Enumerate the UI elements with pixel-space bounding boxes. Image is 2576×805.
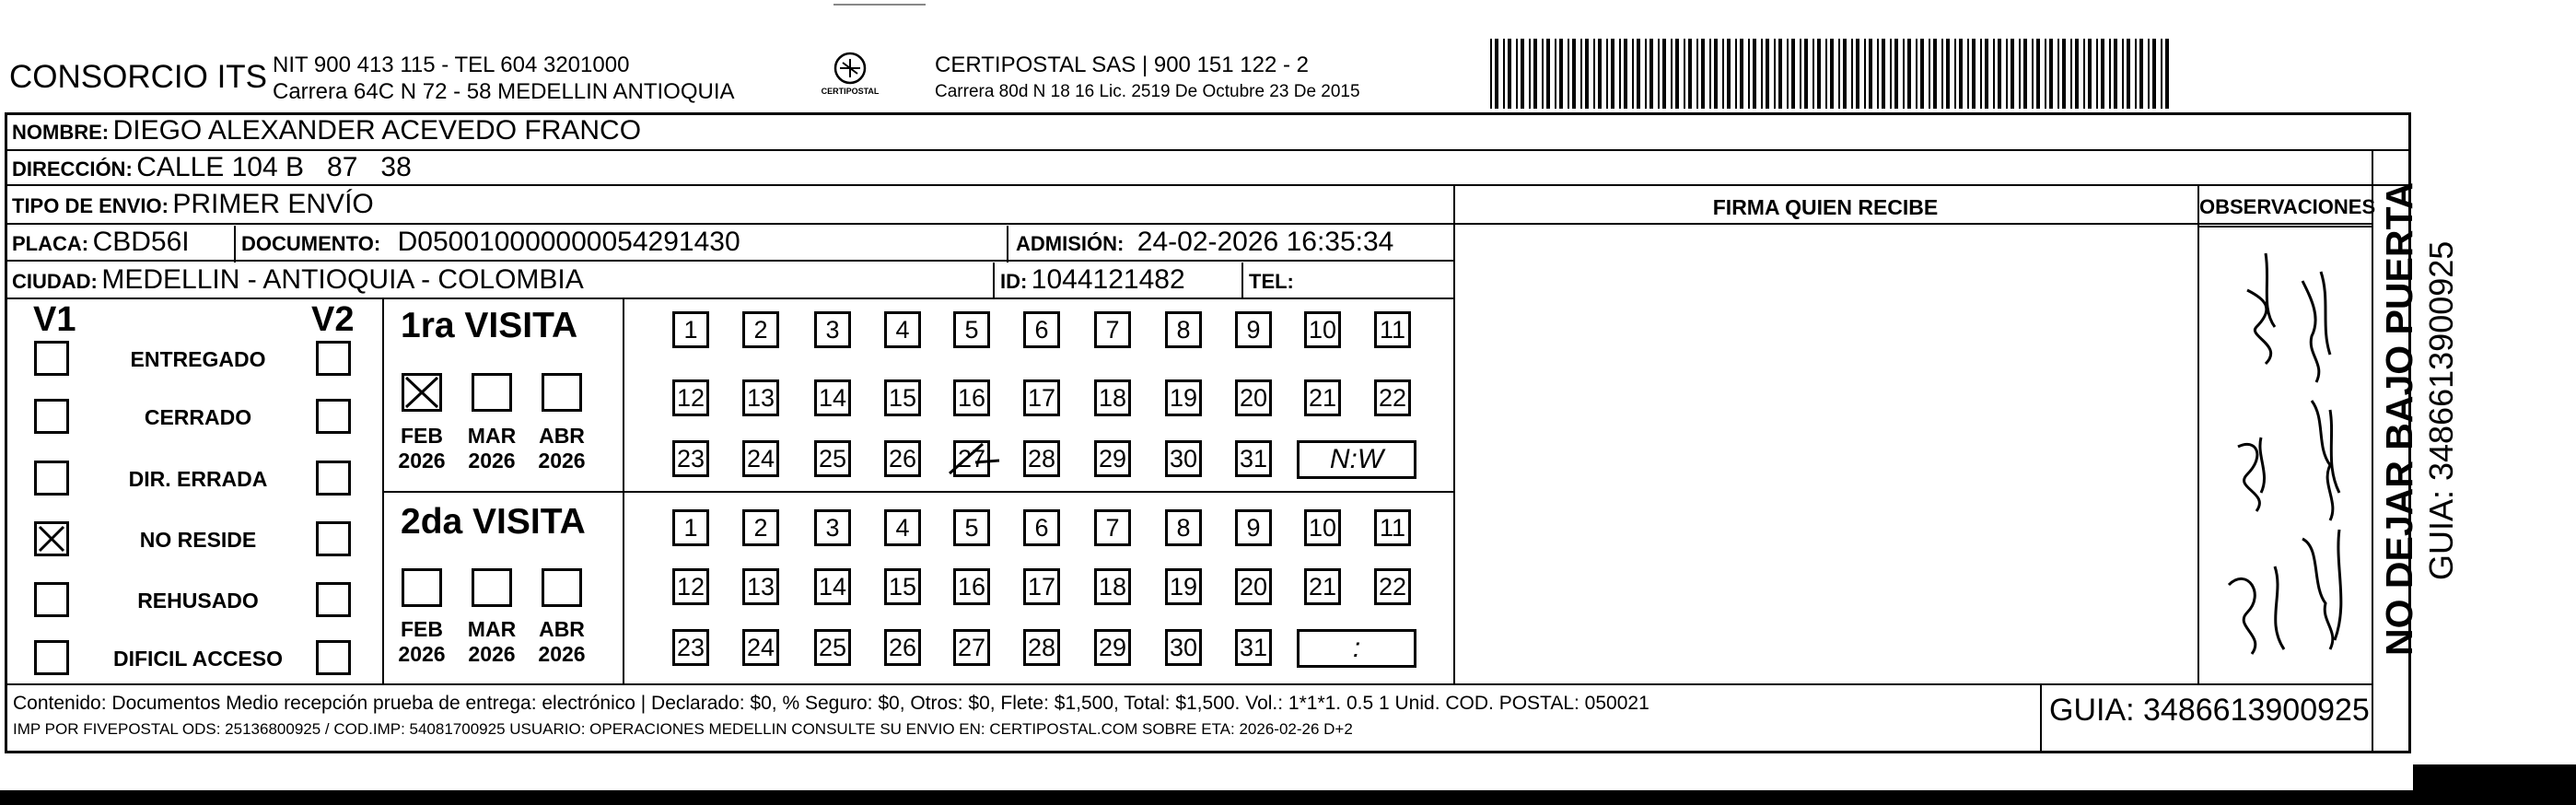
v1-checkbox[interactable] [34, 399, 69, 434]
day-box[interactable]: 24 [742, 629, 779, 666]
barcode-bar [1946, 39, 1950, 109]
handwritten-observation [2210, 235, 2367, 677]
side-divider [2372, 149, 2373, 752]
day-box[interactable]: 17 [1023, 379, 1060, 416]
month-name: ABR [539, 617, 585, 641]
status-label: DIR. ERRADA [128, 467, 268, 491]
column-divider [1453, 186, 1455, 683]
barcode-bar [1869, 39, 1872, 109]
barcode-bar [1559, 39, 1563, 109]
month-checkbox[interactable] [542, 568, 582, 607]
id-label: ID: [1000, 270, 1028, 293]
barcode-bar [1593, 39, 1595, 109]
barcode-bar [1598, 39, 1602, 109]
day-box[interactable]: 27 [953, 440, 990, 477]
barcode-bar [1645, 39, 1647, 109]
barcode-bar [1611, 39, 1614, 109]
month-checkbox[interactable] [402, 568, 442, 607]
day-box[interactable]: 3 [814, 509, 851, 546]
barcode-bar [2165, 39, 2169, 109]
day-box[interactable]: 13 [742, 379, 779, 416]
second-visit-title: 2da VISITA [401, 502, 586, 542]
barcode-bar [1894, 39, 1898, 109]
barcode-bar [1508, 39, 1511, 109]
day-box[interactable]: 11 [1374, 509, 1411, 546]
barcode-bar [1856, 39, 1859, 109]
firma-header: FIRMA QUIEN RECIBE [1712, 195, 1939, 219]
row-divider [2199, 226, 2372, 228]
barcode-bar [1490, 39, 1492, 109]
barcode-bar [2109, 39, 2111, 109]
first-visit-title: 1ra VISITA [401, 306, 578, 345]
day-box[interactable]: 15 [884, 568, 921, 605]
barcode-bar [2152, 39, 2156, 109]
row-divider [7, 223, 2372, 225]
barcode-bar [1727, 39, 1731, 109]
barcode-bar [1998, 39, 2001, 109]
certipostal-address: Carrera 80d N 18 16 Lic. 2519 De Octubre 23 De 2015 [935, 82, 1360, 101]
day-box[interactable]: 5 [953, 509, 990, 546]
direccion-value: CALLE 104 B 87 38 [136, 152, 412, 182]
admision-row [1016, 227, 1393, 258]
day-box[interactable]: 2 [742, 509, 779, 546]
day-box[interactable]: 1 [672, 509, 709, 546]
status-label: CERRADO [144, 405, 252, 429]
month-name: MAR [467, 617, 517, 641]
barcode-bar [1533, 39, 1537, 109]
documento-value: D050010000000054291430 [397, 227, 740, 257]
barcode-bar [1585, 39, 1589, 109]
barcode-bar [2019, 39, 2021, 109]
month-checkbox[interactable] [542, 373, 582, 412]
barcode-bar [2101, 39, 2104, 109]
month-name: ABR [539, 424, 585, 448]
status-label: NO RESIDE [139, 528, 257, 552]
company-info [273, 52, 735, 105]
barcode-bar [2032, 39, 2034, 109]
month-year: 2026 [538, 449, 586, 472]
field-divider [993, 262, 995, 299]
day-box[interactable]: 19 [1165, 379, 1202, 416]
barcode-bar [1920, 39, 1924, 109]
certipostal-info [935, 52, 1360, 105]
nombre-value: DIEGO ALEXANDER ACEVEDO FRANCO [112, 115, 642, 146]
day-box[interactable]: 18 [1094, 568, 1131, 605]
company-name: CONSORCIO ITS [9, 59, 268, 95]
day-box[interactable]: 16 [953, 379, 990, 416]
certipostal-line: CERTIPOSTAL SAS | 900 151 122 - 2 [935, 52, 1309, 77]
day-cross-mark [946, 440, 1001, 477]
barcode-bar [1516, 39, 1518, 109]
row-divider [7, 298, 1453, 299]
day-box[interactable]: 28 [1023, 440, 1060, 477]
barcode-bar [1916, 39, 1917, 109]
status-divider [382, 298, 384, 683]
barcode-bar [1830, 39, 1834, 109]
placa-label: PLACA: [12, 232, 89, 255]
row-divider [7, 149, 2408, 151]
day-box[interactable]: 3 [814, 311, 851, 348]
day-box[interactable]: 14 [814, 379, 851, 416]
v1-checkbox[interactable] [34, 582, 69, 617]
footer-content: Contenido: Documentos Medio recepción prueba de entrega: electrónico | Declarado: $0, % Seguro: $0, Otros: $0, Flete: $1,500, Total: $1,500. Vol.: 1*1*1. 0.5 1 Unid. COD. POSTAL: 050021 [13, 693, 1649, 714]
barcode-bar [1766, 39, 1769, 109]
barcode-bar [1825, 39, 1827, 109]
day-box[interactable]: 11 [1374, 311, 1411, 348]
day-box[interactable]: 12 [672, 379, 709, 416]
barcode-bar [2083, 39, 2085, 109]
status-label: DIFICIL ACCESO [112, 647, 283, 671]
column-divider [2197, 186, 2199, 683]
row-divider [7, 184, 2408, 186]
footer-imp: IMP POR FIVEPOSTAL ODS: 25136800925 / COD.IMP: 54081700925 USUARIO: OPERACIONES MEDELLIN CONSULTE SU ENVIO EN: CERTIPOSTAL.COM SOBRE ETA: 2026-02-26 D+2 [13, 720, 1353, 738]
barcode-bar [2114, 39, 2117, 109]
barcode-bar [1546, 39, 1550, 109]
footer-guia: GUIA: 3486613900925 [2049, 693, 2370, 728]
v1-checkbox[interactable] [34, 341, 69, 376]
documento-row [241, 227, 740, 258]
time-box[interactable]: : [1297, 629, 1416, 668]
barcode-bar [2057, 39, 2059, 109]
row-divider [7, 260, 1453, 262]
barcode-bar [2161, 39, 2162, 109]
day-box[interactable]: 9 [1235, 509, 1272, 546]
day-box[interactable]: 16 [953, 568, 990, 605]
barcode-bar [1800, 39, 1801, 109]
barcode-bar [1688, 39, 1692, 109]
day-box[interactable]: 10 [1304, 311, 1341, 348]
day-box[interactable]: 29 [1094, 629, 1131, 666]
barcode-bar [1529, 39, 1531, 109]
day-box[interactable]: 15 [884, 379, 921, 416]
barcode-bar [1980, 39, 1982, 109]
day-box[interactable]: 8 [1165, 311, 1202, 348]
barcode-bar [1658, 39, 1660, 109]
month-name: FEB [401, 424, 443, 448]
barcode-bar [1851, 39, 1853, 109]
barcode-bar [1709, 39, 1711, 109]
day-box[interactable]: 14 [814, 568, 851, 605]
barcode-bar [1864, 39, 1866, 109]
month-label [390, 424, 454, 473]
direccion-row [12, 152, 412, 183]
barcode-bar [1606, 39, 1608, 109]
corner-band [2413, 764, 2576, 792]
barcode-bar [1662, 39, 1666, 109]
barcode-bar [2023, 39, 2027, 109]
day-box[interactable]: 25 [814, 440, 851, 477]
barcode-bar [2045, 39, 2046, 109]
v2-checkbox[interactable] [316, 341, 351, 376]
day-box[interactable]: 22 [1374, 379, 1411, 416]
barcode-bar [1903, 39, 1905, 109]
barcode-bar [1761, 39, 1763, 109]
barcode-bar [1503, 39, 1505, 109]
month-label [460, 617, 524, 667]
month-name: MAR [467, 424, 517, 448]
day-box[interactable]: 19 [1165, 568, 1202, 605]
month-year: 2026 [468, 449, 516, 472]
barcode-bar [1521, 39, 1524, 109]
month-label [530, 617, 594, 667]
v1-header: V1 [33, 300, 76, 339]
barcode-bar [1993, 39, 1995, 109]
barcode-bar [1941, 39, 1943, 109]
status-label: ENTREGADO [130, 347, 266, 371]
day-box[interactable]: 29 [1094, 440, 1131, 477]
status-label: REHUSADO [137, 589, 259, 612]
barcode-bar [1972, 39, 1976, 109]
month-label [460, 424, 524, 473]
day-box[interactable]: 4 [884, 509, 921, 546]
address-line: Carrera 64C N 72 - 58 MEDELLIN ANTIOQUIA [273, 79, 735, 104]
tipo-row [12, 189, 374, 220]
barcode-bar [1722, 39, 1724, 109]
barcode-bar [1675, 39, 1679, 109]
barcode-bar [1813, 39, 1814, 109]
barcode-bar [1838, 39, 1840, 109]
barcode-bar [1877, 39, 1879, 109]
v2-header: V2 [311, 300, 355, 339]
day-box[interactable]: 23 [672, 629, 709, 666]
barcode-bar [2075, 39, 2079, 109]
month-checkbox[interactable] [472, 568, 512, 607]
day-box[interactable]: 28 [1023, 629, 1060, 666]
barcode-bar [2122, 39, 2124, 109]
day-box[interactable]: 17 [1023, 568, 1060, 605]
v2-checkbox[interactable] [316, 399, 351, 434]
nit-line: NIT 900 413 115 - TEL 604 3201000 [273, 52, 630, 77]
tel-row [1249, 264, 1294, 296]
day-box[interactable]: 7 [1094, 509, 1131, 546]
id-row [1000, 264, 1185, 296]
id-value: 1044121482 [1031, 264, 1185, 295]
nombre-row [12, 115, 641, 146]
day-box[interactable]: 20 [1235, 379, 1272, 416]
month-checkbox[interactable] [402, 373, 442, 412]
v2-checkbox[interactable] [316, 582, 351, 617]
field-divider [1007, 226, 1008, 262]
barcode-bar [1843, 39, 1847, 109]
v2-checkbox[interactable] [316, 640, 351, 675]
day-box[interactable]: 24 [742, 440, 779, 477]
barcode-bar [1985, 39, 1988, 109]
observaciones-header: OBSERVACIONES [2199, 195, 2376, 218]
day-box[interactable]: 5 [953, 311, 990, 348]
barcode-bar [1696, 39, 1698, 109]
guia-divider [2040, 683, 2042, 752]
barcode-bar [2036, 39, 2040, 109]
barcode-bar [2011, 39, 2014, 109]
month-name: FEB [401, 617, 443, 641]
barcode-bar [1954, 39, 1956, 109]
ciudad-label: CIUDAD: [12, 270, 98, 293]
barcode-bar [1967, 39, 1969, 109]
day-box[interactable]: 6 [1023, 509, 1060, 546]
day-box[interactable]: 2 [742, 311, 779, 348]
barcode-bar [1735, 39, 1737, 109]
barcode-bar [1907, 39, 1911, 109]
day-box[interactable]: 13 [742, 568, 779, 605]
row-divider [7, 683, 2372, 685]
day-box[interactable]: 6 [1023, 311, 1060, 348]
visit-divider [382, 491, 1453, 493]
barcode-bar [1495, 39, 1498, 109]
placa-value: CBD56I [92, 227, 190, 257]
barcode-bar [1624, 39, 1627, 109]
barcode-bar [2088, 39, 2092, 109]
barcode-bar [1701, 39, 1705, 109]
v2-checkbox[interactable] [316, 521, 351, 556]
barcode-bar [1649, 39, 1653, 109]
barcode [1490, 39, 2177, 109]
barcode-bar [1787, 39, 1789, 109]
month-year: 2026 [398, 449, 446, 472]
barcode-bar [2070, 39, 2072, 109]
barcode-bar [1778, 39, 1782, 109]
month-label [530, 424, 594, 473]
day-box[interactable]: 4 [884, 311, 921, 348]
v1-checkbox[interactable] [34, 521, 69, 556]
field-divider [234, 226, 236, 262]
barcode-bar [1632, 39, 1634, 109]
barcode-bar [2135, 39, 2137, 109]
day-box[interactable]: 31 [1235, 629, 1272, 666]
barcode-bar [1714, 39, 1718, 109]
barcode-bar [1568, 39, 1569, 109]
barcode-bar [1929, 39, 1930, 109]
admision-label: ADMISIÓN: [1016, 232, 1125, 255]
day-box[interactable]: 26 [884, 440, 921, 477]
barcode-bar [2096, 39, 2098, 109]
barcode-bar [2062, 39, 2066, 109]
documento-label: DOCUMENTO: [241, 232, 381, 255]
barcode-bar [1933, 39, 1937, 109]
side-warning: NO DEJAR BAJO PUERTA [2378, 181, 2420, 656]
top-mark [833, 4, 926, 6]
day-box[interactable]: 18 [1094, 379, 1131, 416]
barcode-bar [1619, 39, 1621, 109]
day-box[interactable]: 30 [1165, 440, 1202, 477]
ciudad-value: MEDELLIN - ANTIOQUIA - COLOMBIA [101, 264, 584, 295]
admision-value: 24-02-2026 16:35:34 [1136, 227, 1394, 257]
barcode-bar [1774, 39, 1776, 109]
barcode-bar [2148, 39, 2150, 109]
month-checkbox[interactable] [472, 373, 512, 412]
v1-checkbox[interactable] [34, 640, 69, 675]
month-year: 2026 [398, 642, 446, 666]
month-year: 2026 [468, 642, 516, 666]
v2-checkbox[interactable] [316, 461, 351, 496]
barcode-bar [1740, 39, 1743, 109]
day-box[interactable]: 26 [884, 629, 921, 666]
day-box[interactable]: 31 [1235, 440, 1272, 477]
calendar-divider [623, 298, 624, 683]
barcode-bar [1890, 39, 1892, 109]
barcode-bar [1580, 39, 1582, 109]
day-box[interactable]: 21 [1304, 568, 1341, 605]
field-divider [1241, 262, 1243, 299]
barcode-bar [1542, 39, 1544, 109]
day-box[interactable]: 25 [814, 629, 851, 666]
barcode-bar [1753, 39, 1756, 109]
barcode-bar [1555, 39, 1556, 109]
certipostal-logo [818, 48, 882, 103]
barcode-bar [1882, 39, 1885, 109]
barcode-bar [1748, 39, 1750, 109]
tel-label: TEL: [1249, 270, 1294, 293]
barcode-bar [2127, 39, 2130, 109]
barcode-bar [1671, 39, 1673, 109]
direccion-label: DIRECCIÓN: [12, 158, 133, 181]
ciudad-row [12, 264, 584, 296]
day-box[interactable]: 9 [1235, 311, 1272, 348]
tipo-label: TIPO DE ENVIO: [12, 194, 169, 217]
day-box[interactable]: 23 [672, 440, 709, 477]
barcode-bar [1959, 39, 1963, 109]
day-box[interactable]: 12 [672, 568, 709, 605]
month-label [390, 617, 454, 667]
day-box[interactable]: 20 [1235, 568, 1272, 605]
barcode-bar [2006, 39, 2008, 109]
nombre-label: NOMBRE: [12, 121, 110, 144]
barcode-bar [2049, 39, 2053, 109]
day-box[interactable]: 27 [953, 629, 990, 666]
barcode-bar [1572, 39, 1576, 109]
barcode-bar [2139, 39, 2143, 109]
day-box[interactable]: 22 [1374, 568, 1411, 605]
logo-text: CERTIPOSTAL [821, 87, 880, 96]
barcode-bar [1684, 39, 1685, 109]
tipo-value: PRIMER ENVÍO [172, 189, 374, 219]
day-box[interactable]: 21 [1304, 379, 1341, 416]
placa-row [12, 227, 190, 258]
day-box[interactable]: 30 [1165, 629, 1202, 666]
barcode-bar [1804, 39, 1808, 109]
day-box[interactable]: 1 [672, 311, 709, 348]
barcode-bar [1817, 39, 1821, 109]
time-box[interactable]: N:W [1297, 440, 1416, 479]
side-guia: GUIA: 3486613900925 [2422, 240, 2460, 580]
barcode-bar [1637, 39, 1640, 109]
month-year: 2026 [538, 642, 586, 666]
barcode-bar [1791, 39, 1795, 109]
bottom-band [0, 790, 2576, 805]
day-box[interactable]: 10 [1304, 509, 1341, 546]
v1-checkbox[interactable] [34, 461, 69, 496]
day-box[interactable]: 8 [1165, 509, 1202, 546]
day-box[interactable]: 7 [1094, 311, 1131, 348]
